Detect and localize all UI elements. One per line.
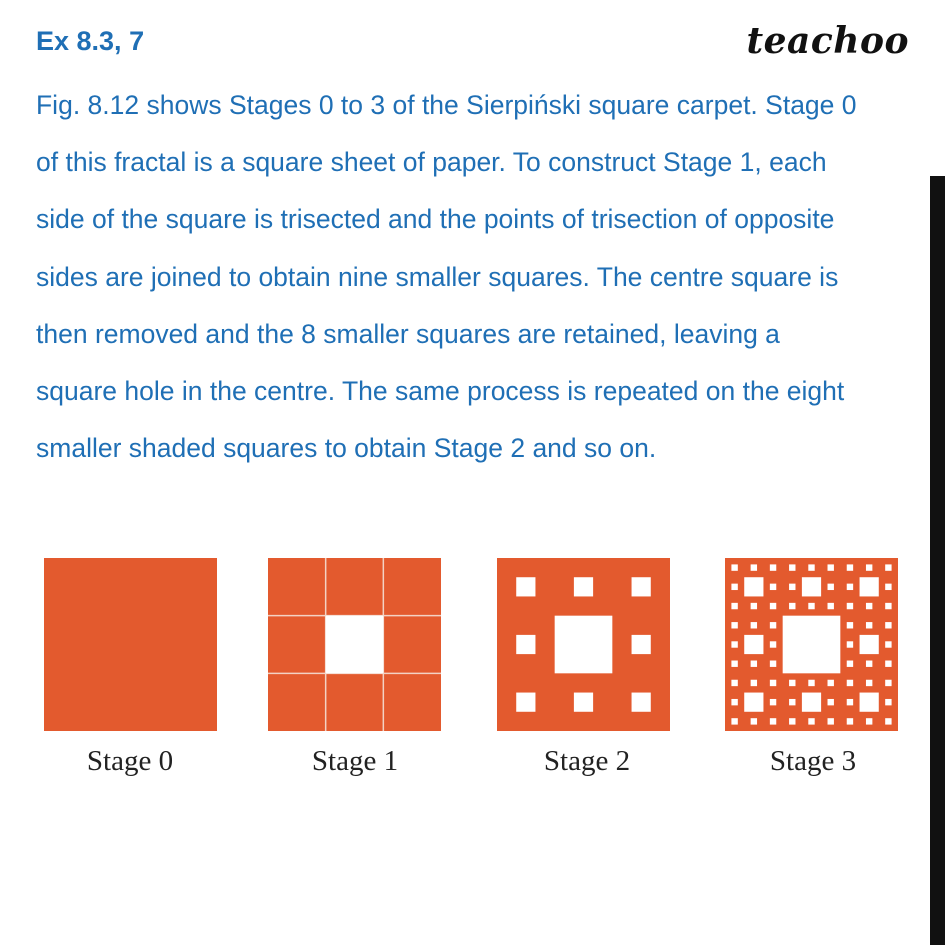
carpet-sheet xyxy=(44,558,217,731)
carpet-hole xyxy=(866,661,872,667)
carpet-hole xyxy=(731,641,737,647)
carpet-hole xyxy=(770,718,776,724)
carpet-hole xyxy=(802,693,821,712)
carpet-hole xyxy=(847,680,853,686)
carpet-hole xyxy=(885,699,891,705)
carpet-hole xyxy=(574,577,593,596)
carpet-hole xyxy=(516,693,535,712)
carpet-hole xyxy=(885,603,891,609)
carpet-hole xyxy=(847,603,853,609)
carpet-hole xyxy=(866,622,872,628)
carpet-hole xyxy=(731,564,737,570)
carpet-hole xyxy=(847,584,853,590)
carpet-hole xyxy=(555,616,613,674)
carpet-hole xyxy=(866,680,872,686)
carpet-hole xyxy=(847,564,853,570)
carpet-hole xyxy=(789,564,795,570)
carpet-hole xyxy=(632,693,651,712)
question-line: sides are joined to obtain nine smaller squares. The centre square is xyxy=(36,261,839,292)
carpet-hole xyxy=(516,577,535,596)
carpet-hole xyxy=(808,680,814,686)
question-text xyxy=(36,77,931,477)
carpet-hole xyxy=(516,635,535,654)
carpet-hole xyxy=(744,635,763,654)
question-line: then removed and the 8 smaller squares are retained, leaving a xyxy=(36,318,780,349)
question-line: smaller shaded squares to obtain Stage 2 and so on. xyxy=(36,433,657,464)
carpet-hole xyxy=(770,584,776,590)
carpet-hole xyxy=(574,693,593,712)
carpet-hole xyxy=(866,564,872,570)
question-line: side of the square is trisected and the points of trisection of opposite xyxy=(36,204,835,235)
carpet-hole xyxy=(731,699,737,705)
carpet-hole xyxy=(847,661,853,667)
stage-0-carpet xyxy=(44,558,217,731)
carpet-hole xyxy=(731,680,737,686)
carpet-hole xyxy=(632,635,651,654)
stage-0-label: Stage 0 xyxy=(86,745,174,777)
carpet-hole xyxy=(885,680,891,686)
carpet-hole xyxy=(770,641,776,647)
carpet-hole xyxy=(731,603,737,609)
carpet-hole xyxy=(789,603,795,609)
carpet-hole xyxy=(731,661,737,667)
carpet-hole xyxy=(770,680,776,686)
carpet-hole xyxy=(885,661,891,667)
scrollbar-gap xyxy=(930,172,945,176)
carpet-hole xyxy=(885,564,891,570)
carpet-hole xyxy=(828,564,834,570)
stage-3-label: Stage 3 xyxy=(769,745,857,777)
carpet-hole xyxy=(751,564,757,570)
carpet-hole xyxy=(731,622,737,628)
carpet-hole xyxy=(860,577,879,596)
carpet-hole xyxy=(802,577,821,596)
carpet-hole xyxy=(828,680,834,686)
carpet-hole xyxy=(860,635,879,654)
carpet-hole xyxy=(770,622,776,628)
carpet-hole xyxy=(632,577,651,596)
question-line: Fig. 8.12 shows Stages 0 to 3 of the Sierpiński square carpet. Stage 0 xyxy=(36,90,857,120)
carpet-hole xyxy=(885,718,891,724)
carpet-hole xyxy=(731,718,737,724)
carpet-hole xyxy=(885,641,891,647)
stage-1-figure xyxy=(268,558,441,731)
carpet-hole xyxy=(828,603,834,609)
carpet-hole xyxy=(847,641,853,647)
stage-1-carpet xyxy=(268,558,441,731)
carpet-hole xyxy=(828,718,834,724)
carpet-hole xyxy=(885,584,891,590)
stage-2-carpet xyxy=(497,558,670,731)
carpet-hole xyxy=(326,616,384,674)
carpet-hole xyxy=(770,661,776,667)
carpet-hole xyxy=(789,680,795,686)
stage-0-figure xyxy=(44,558,217,731)
carpet-hole xyxy=(770,699,776,705)
stage-3-figure xyxy=(725,558,898,731)
question-line: square hole in the centre. The same process is repeated on the eight xyxy=(36,376,845,407)
header xyxy=(36,20,909,66)
carpet-hole xyxy=(770,564,776,570)
carpet-hole xyxy=(789,699,795,705)
carpet-hole xyxy=(885,622,891,628)
carpet-hole xyxy=(751,718,757,724)
carpet-hole xyxy=(751,680,757,686)
carpet-hole xyxy=(860,693,879,712)
carpet-hole xyxy=(808,564,814,570)
carpet-hole xyxy=(751,622,757,628)
brand-logo: teachoo xyxy=(746,20,909,62)
carpet-hole xyxy=(789,718,795,724)
carpet-hole xyxy=(744,577,763,596)
carpet-hole xyxy=(847,699,853,705)
stage-2-figure xyxy=(497,558,670,731)
carpet-hole xyxy=(789,584,795,590)
carpet-hole xyxy=(866,603,872,609)
carpet-hole xyxy=(847,622,853,628)
carpet-hole xyxy=(847,718,853,724)
carpet-hole xyxy=(866,718,872,724)
stage-3-carpet xyxy=(725,558,898,731)
stage-1-label: Stage 1 xyxy=(311,745,399,777)
question-line: of this fractal is a square sheet of paper. To construct Stage 1, each xyxy=(36,147,827,178)
carpet-hole xyxy=(808,718,814,724)
carpet-hole xyxy=(751,603,757,609)
exercise-title: Ex 8.3, 7 xyxy=(36,26,145,56)
stage-2-label: Stage 2 xyxy=(543,745,631,777)
carpet-hole xyxy=(744,693,763,712)
carpet-hole xyxy=(783,616,841,674)
carpet-hole xyxy=(751,661,757,667)
scrollbar-track[interactable] xyxy=(930,175,945,945)
carpet-hole xyxy=(731,584,737,590)
carpet-hole xyxy=(828,699,834,705)
carpet-hole xyxy=(808,603,814,609)
carpet-hole xyxy=(828,584,834,590)
carpet-hole xyxy=(770,603,776,609)
